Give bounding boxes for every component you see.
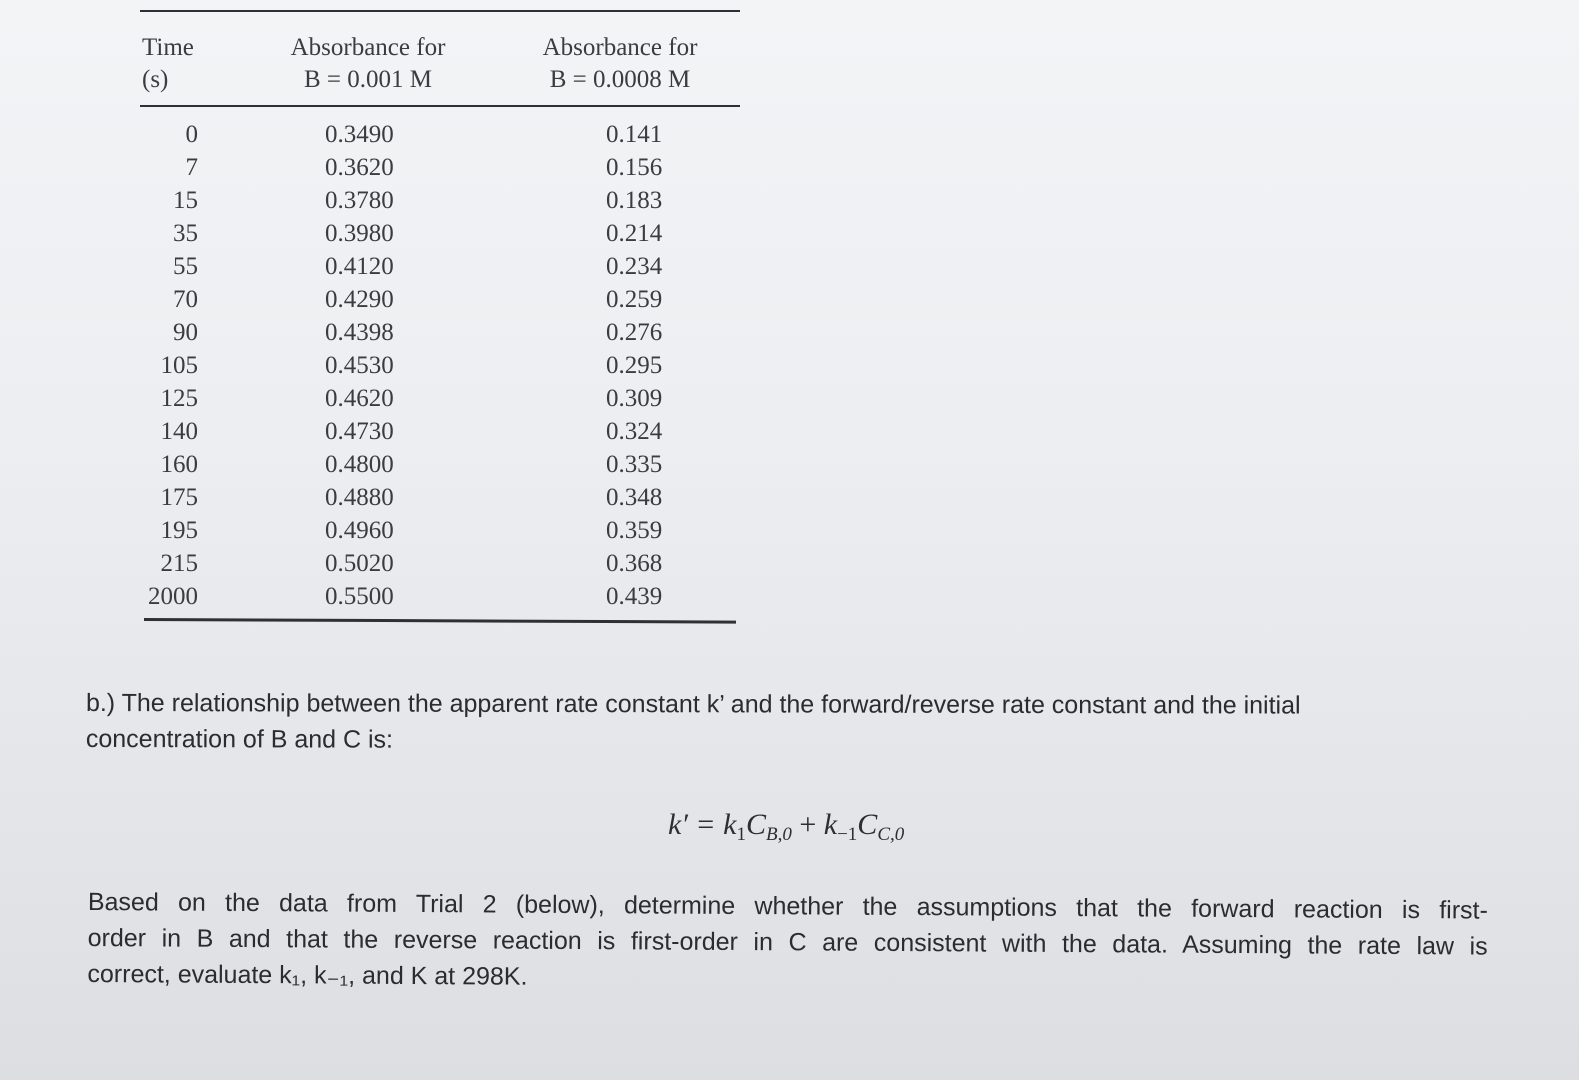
absorbance-b1-cell: 0.4620 <box>325 385 394 412</box>
absorbance-b1-cell: 0.4530 <box>325 352 394 379</box>
time-cell: 35 <box>173 220 198 247</box>
header-time-unit: (s) <box>142 66 169 93</box>
header-time <box>142 32 194 96</box>
question-line: Based on the data from Trial 2 (below), determine whether the assumptions that the forward reaction is first- <box>87 887 1488 925</box>
time-cell: 125 <box>160 385 198 412</box>
time-cell: 140 <box>160 418 198 445</box>
header-time-label: Time <box>142 34 194 61</box>
time-cell: 175 <box>160 484 198 511</box>
rate-constant-equation <box>668 808 904 846</box>
time-cell: 7 <box>185 154 198 181</box>
time-cell: 160 <box>160 451 198 478</box>
absorbance-b1-cell: 0.4290 <box>325 286 394 313</box>
absorbance-b2-cell: 0.309 <box>606 385 663 412</box>
part-b-line: b.) The relationship between the apparent rate constant k’ and the forward/reverse rate constant and the initial <box>85 689 1301 720</box>
time-cell: 90 <box>173 319 198 346</box>
table-row <box>140 184 740 217</box>
time-cell: 2000 <box>148 583 198 610</box>
table-row <box>140 151 740 184</box>
header-absorbance-b2-conc: B = 0.0008 M <box>549 66 691 93</box>
time-cell: 0 <box>185 121 198 148</box>
table-row <box>140 250 740 283</box>
absorbance-b2-cell: 0.259 <box>606 286 663 313</box>
question-line: order in B and that the reverse reaction is first-order in C are consistent with the data. Assuming the rate law is <box>87 923 1488 961</box>
table-row <box>140 118 740 151</box>
absorbance-b2-cell: 0.183 <box>606 187 663 214</box>
absorbance-b2-cell: 0.348 <box>606 484 663 511</box>
equation-cc: C <box>857 808 878 841</box>
absorbance-b1-cell: 0.4880 <box>325 484 394 511</box>
table-row <box>140 514 740 547</box>
equation-cb-subscript: B,0 <box>765 824 792 845</box>
absorbance-b2-cell: 0.156 <box>606 154 663 181</box>
table-row <box>140 382 740 415</box>
absorbance-b1-cell: 0.4960 <box>325 517 394 544</box>
time-cell: 195 <box>160 517 198 544</box>
part-b-paragraph <box>86 685 1506 760</box>
absorbance-b2-cell: 0.234 <box>606 253 663 280</box>
table-header-rule <box>140 105 740 107</box>
absorbance-b2-cell: 0.276 <box>606 319 663 346</box>
absorbance-b2-cell: 0.359 <box>606 517 663 544</box>
time-cell: 70 <box>173 286 198 313</box>
time-cell: 55 <box>173 253 198 280</box>
question-line: correct, evaluate k₁, k₋₁, and K at 298K. <box>87 959 528 991</box>
absorbance-b1-cell: 0.4800 <box>325 451 394 478</box>
header-absorbance-b1-label: Absorbance for <box>290 34 446 61</box>
equation-k-minus1-subscript: −1 <box>837 824 858 845</box>
time-cell: 105 <box>160 352 198 379</box>
time-cell: 215 <box>160 550 198 577</box>
equation-cb: C <box>745 808 766 841</box>
table-row <box>140 448 740 481</box>
time-cell: 15 <box>173 187 198 214</box>
absorbance-b1-cell: 0.4730 <box>325 418 394 445</box>
absorbance-b2-cell: 0.214 <box>606 220 663 247</box>
absorbance-b1-cell: 0.3980 <box>325 220 394 247</box>
header-absorbance-b1 <box>283 32 453 96</box>
table-row <box>140 415 740 448</box>
absorbance-b1-cell: 0.3490 <box>325 121 394 148</box>
absorbance-b1-cell: 0.3780 <box>325 187 394 214</box>
absorbance-b2-cell: 0.141 <box>606 121 663 148</box>
equation-k1: k <box>723 808 737 841</box>
equation-cc-subscript: C,0 <box>877 824 905 845</box>
question-paragraph <box>87 884 1488 1001</box>
absorbance-b2-cell: 0.368 <box>606 550 663 577</box>
table-row <box>140 580 740 613</box>
header-absorbance-b2 <box>535 32 705 96</box>
absorbance-b2-cell: 0.335 <box>606 451 663 478</box>
equation-k-minus1: k <box>823 808 838 841</box>
absorbance-b2-cell: 0.295 <box>606 352 663 379</box>
equation-k1-subscript: 1 <box>736 824 746 845</box>
table-row <box>140 349 740 382</box>
absorbance-b1-cell: 0.5020 <box>325 550 394 577</box>
table-row <box>140 547 740 580</box>
table-bottom-rule <box>144 618 736 624</box>
table-row <box>140 481 740 514</box>
equation-lhs: k′ = <box>668 808 724 841</box>
table-top-rule <box>140 10 740 12</box>
table-row <box>140 283 740 316</box>
absorbance-b2-cell: 0.324 <box>606 418 663 445</box>
absorbance-b1-cell: 0.5500 <box>325 583 394 610</box>
header-absorbance-b1-conc: B = 0.001 M <box>303 66 432 93</box>
absorbance-b1-cell: 0.3620 <box>325 154 394 181</box>
equation-plus: + <box>791 808 824 841</box>
header-absorbance-b2-label: Absorbance for <box>542 34 698 61</box>
table-row <box>140 217 740 250</box>
absorbance-b1-cell: 0.4398 <box>325 319 394 346</box>
table-row <box>140 316 740 349</box>
absorbance-b2-cell: 0.439 <box>606 583 663 610</box>
absorbance-b1-cell: 0.4120 <box>325 253 394 280</box>
part-b-line: concentration of B and C is: <box>85 724 394 754</box>
